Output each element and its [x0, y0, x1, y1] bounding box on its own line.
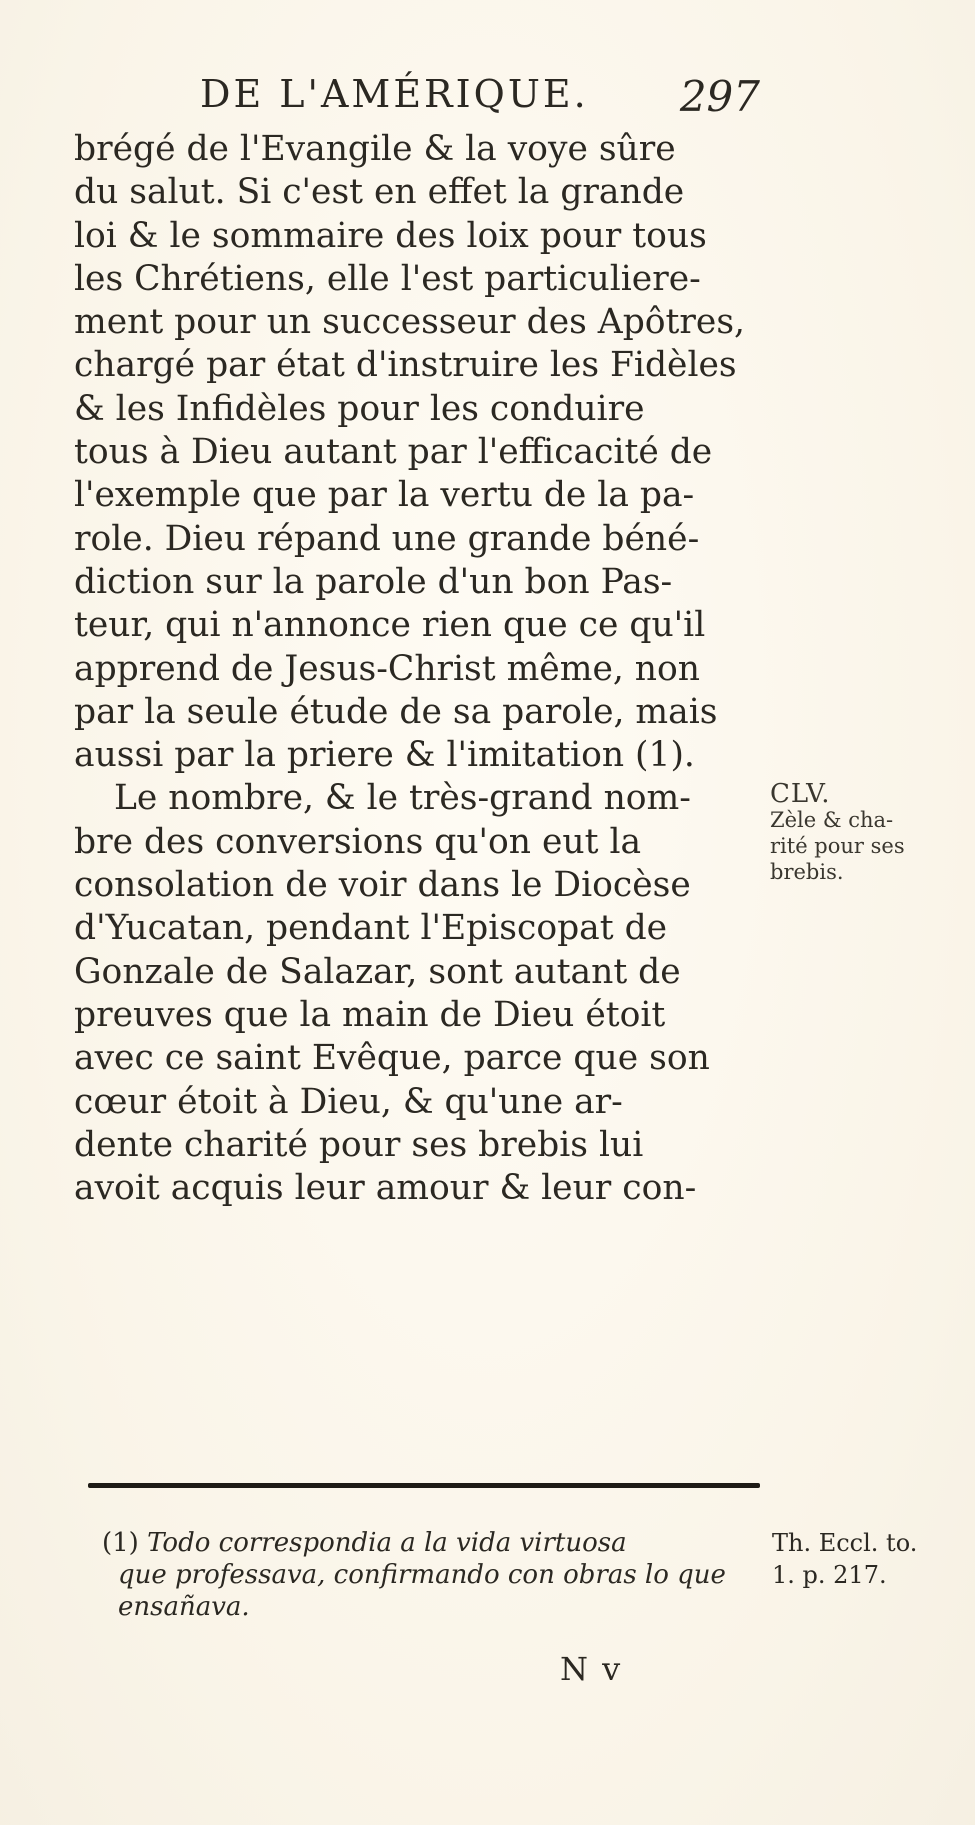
footnote-line: Todo correspondia a la vida virtuosa — [147, 1528, 627, 1558]
text-line: du salut. Si c'est en effet la grande — [74, 172, 685, 213]
text-line: tous à Dieu autant par l'efficacité de — [74, 432, 713, 473]
text-line: apprend de Jesus-Christ même, non — [74, 648, 701, 689]
text-line: chargé par état d'instruire les Fidèles — [74, 345, 737, 386]
text-line: brégé de l'Evangile & la voye sûre — [74, 129, 676, 169]
text-line: teur, qui n'annonce rien que ce qu'il — [74, 605, 706, 646]
text-line: bre des conversions qu'on eut la — [74, 821, 642, 862]
signature-mark: N v — [560, 1650, 623, 1688]
body-text — [74, 128, 764, 1210]
footnote-reference-line: Th. Eccl. to. — [772, 1529, 918, 1557]
text-line: dente charité pour ses brebis lui — [74, 1124, 644, 1165]
text-line: loi & le sommaire des loix pour tous — [74, 215, 707, 256]
page-number: 297 — [679, 72, 760, 121]
text-line: role. Dieu répand une grande béné- — [74, 518, 700, 559]
footnote-reference-line: 1. p. 217. — [772, 1561, 887, 1589]
footnote-reference — [772, 1527, 972, 1591]
margin-note-number: CLV. — [770, 779, 831, 809]
text-line: ment pour un successeur des Apôtres, — [74, 302, 745, 343]
text-line: par la seule étude de sa parole, mais — [74, 691, 718, 732]
text-line: aussi par la priere & l'imitation (1). — [74, 735, 695, 776]
paragraph-start-line: Le nombre, & le très-grand nom- — [114, 778, 691, 819]
margin-note-line: brebis. — [770, 860, 844, 884]
footnote-first-line — [102, 1527, 763, 1559]
margin-note — [770, 781, 970, 885]
margin-note-line: Zèle & cha- — [770, 808, 894, 832]
page-header — [200, 72, 760, 132]
footnote — [102, 1527, 763, 1623]
text-line: d'Yucatan, pendant l'Episcopat de — [74, 908, 668, 949]
text-line: l'exemple que par la vertu de la pa- — [74, 475, 695, 516]
footnote-separator-rule — [88, 1483, 760, 1488]
text-line: preuves que la main de Dieu étoit — [74, 994, 666, 1035]
text-line: consolation de voir dans le Diocèse — [74, 865, 691, 906]
margin-note-line: rité pour ses — [770, 834, 905, 858]
text-line: diction sur la parole d'un bon Pas- — [74, 561, 673, 602]
footnote-line: que professava, confirmando con obras lo que — [118, 1560, 726, 1590]
text-line: Gonzale de Salazar, sont autant de — [74, 951, 681, 992]
footnote-line: ensañava. — [118, 1592, 250, 1622]
text-line: cœur étoit à Dieu, & qu'une ar- — [74, 1081, 623, 1122]
text-line: les Chrétiens, elle l'est particuliere- — [74, 258, 701, 299]
footnote-marker: (1) — [102, 1528, 139, 1558]
text-line: & les Infidèles pour les conduire — [74, 388, 645, 429]
text-line: avoit acquis leur amour & leur con- — [74, 1168, 697, 1209]
running-head: DE L'AMÉRIQUE. — [200, 72, 589, 116]
text-line: avec ce saint Evêque, parce que son — [74, 1038, 710, 1079]
